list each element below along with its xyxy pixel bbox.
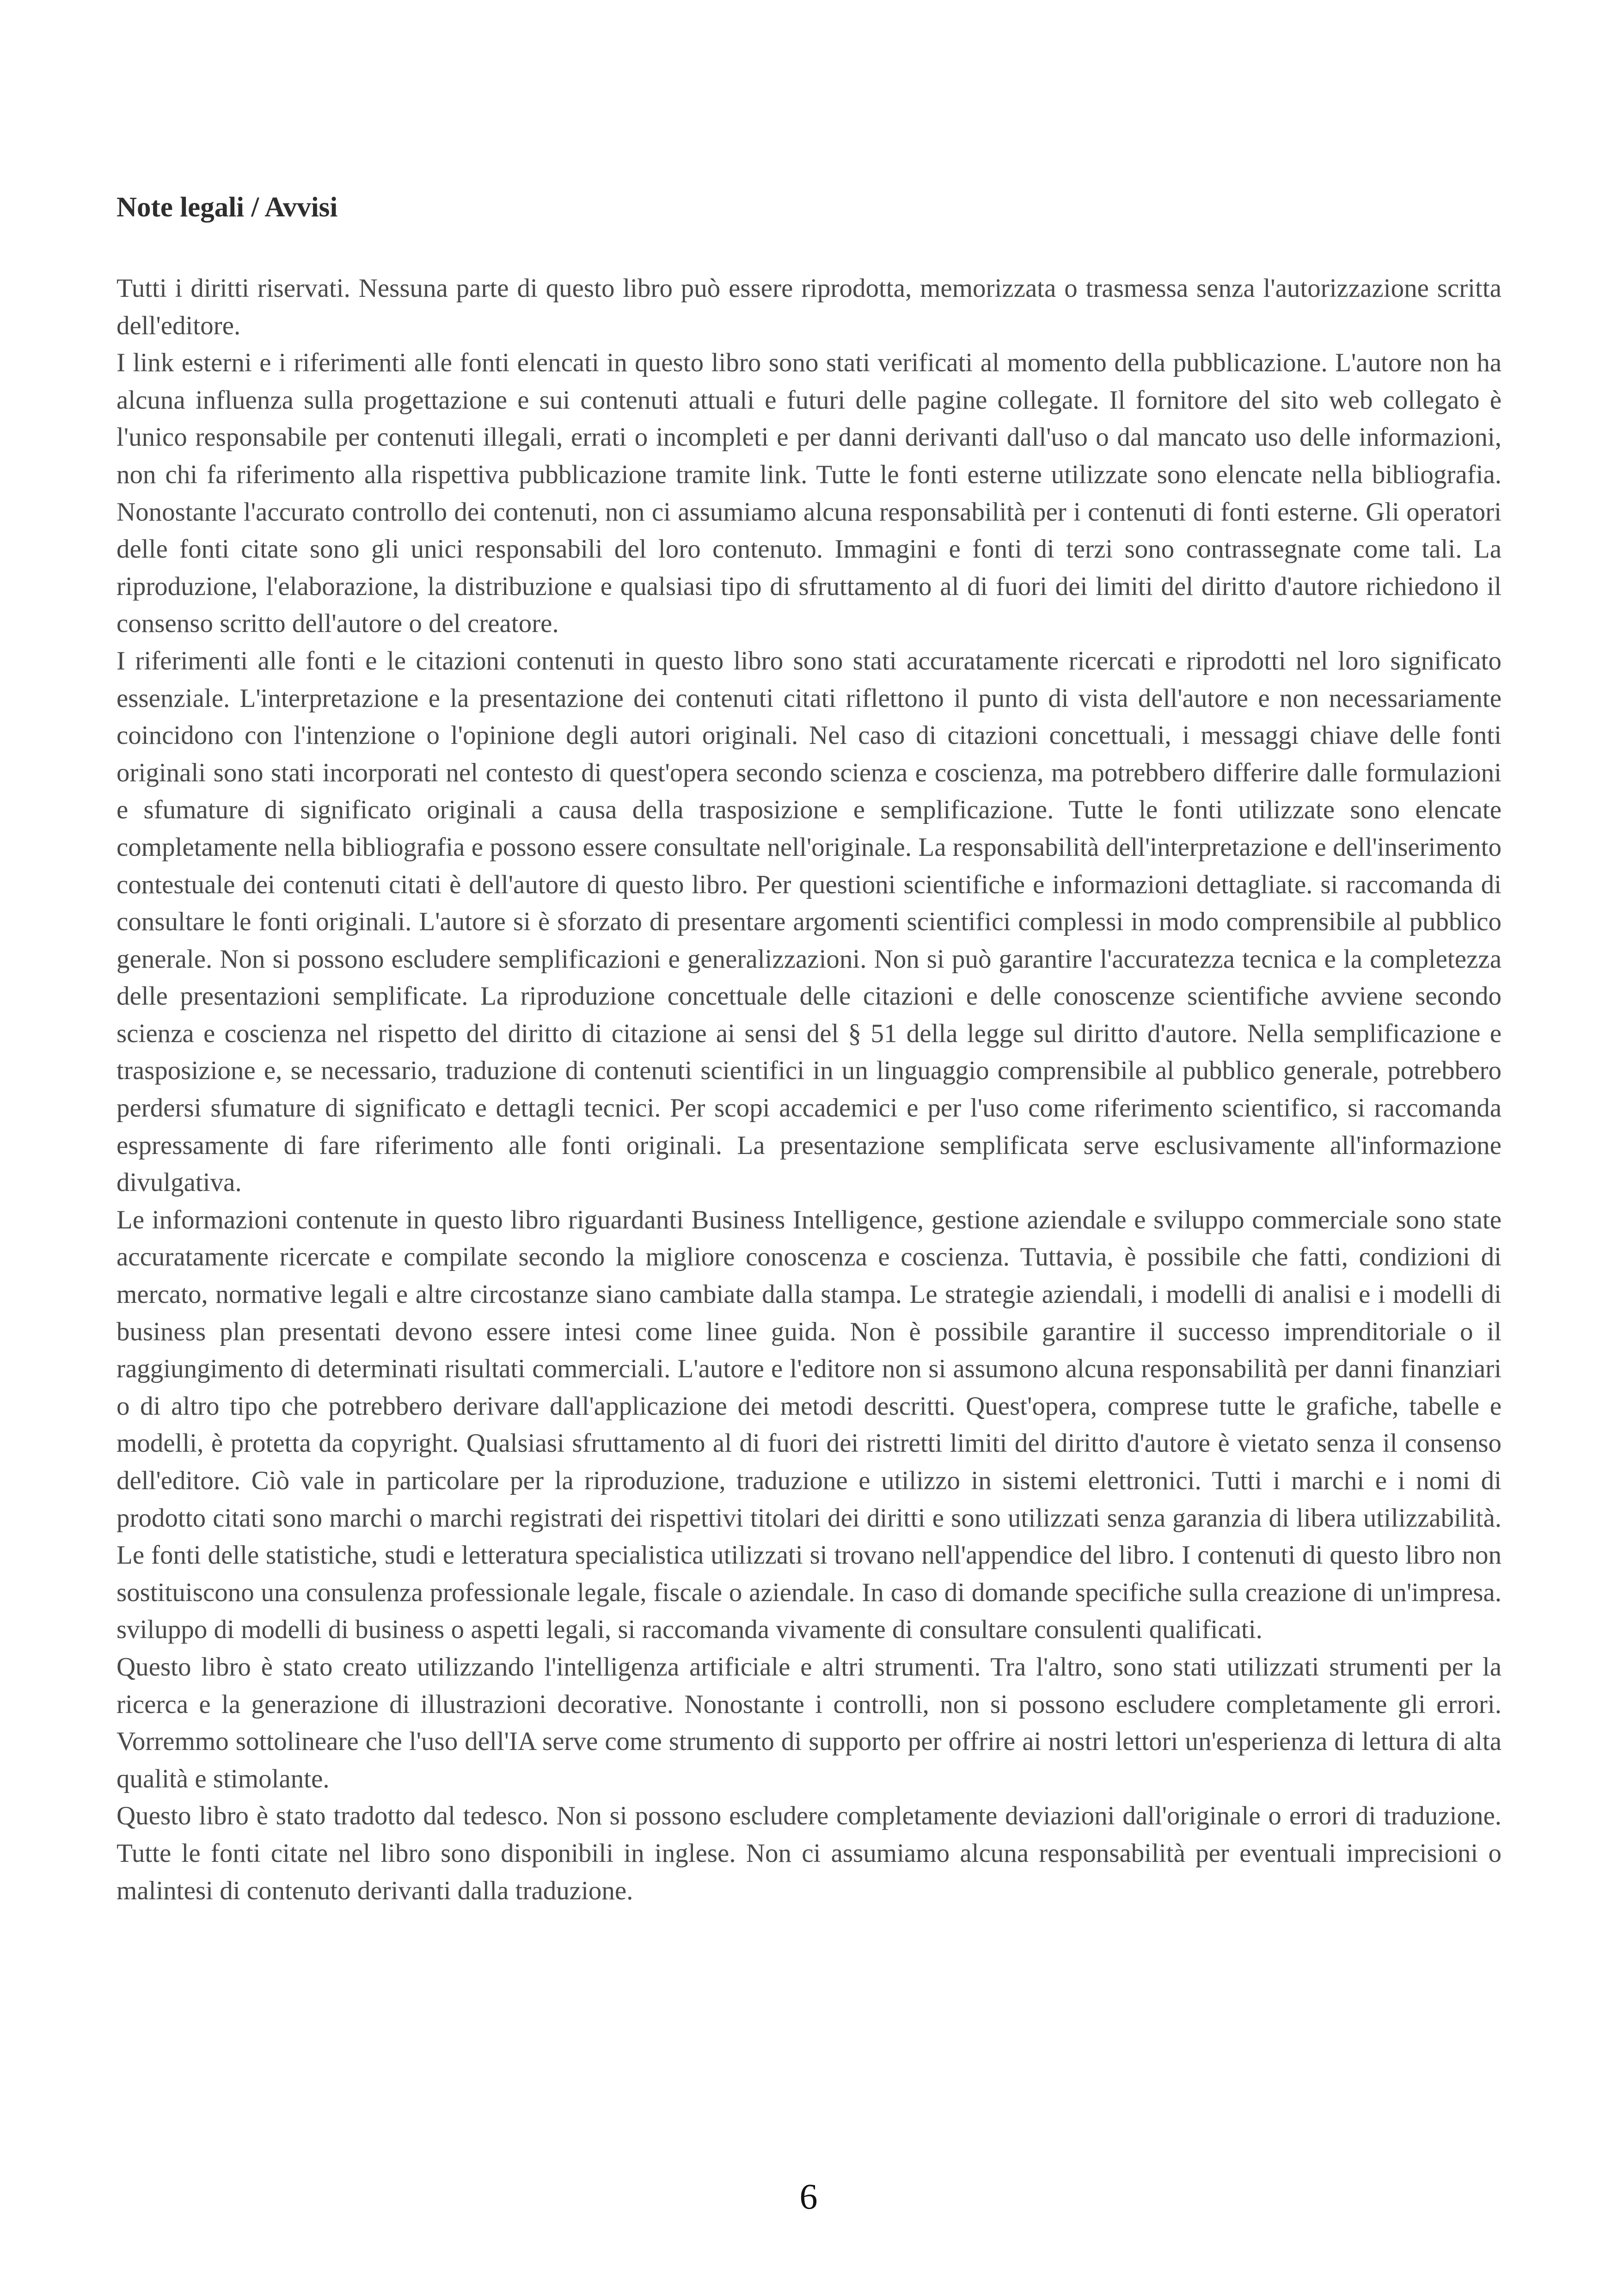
paragraph-rights-reserved: Tutti i diritti riservati. Nessuna parte di questo libro può essere riprodotta, memorizzata o trasmessa senza l'autorizzazione scritta dell'editore. bbox=[116, 274, 1502, 340]
document-page bbox=[116, 0, 1502, 2296]
paragraph-citations: I riferimenti alle fonti e le citazioni contenuti in questo libro sono stati accuratamente ricercati e riprodotti nel loro significato essenziale. L'interpretazione e la presentazione dei contenuti citati riflettono il punto di vista dell'autore e non necessariamente coincidono con l'intenzione o l'opinione degli autori originali. Nel caso di citazioni concettuali, i messaggi chiave delle fonti originali sono stati incorporati nel contesto di quest'opera secondo scienza e coscienza, ma potrebbero differire dalle formulazioni e sfumature di significato originali a causa della trasposizione e semplificazione. Tutte le fonti utilizzate sono elencate completamente nella bibliografia e possono essere consultate nell'originale. La responsabilità dell'interpretazione e dell'inserimento contestuale dei contenuti citati è dell'autore di questo libro. Per questioni scientifiche e informazioni dettagliate. si raccomanda di consultare le fonti originali. L'autore si è sforzato di presentare argomenti scientifici complessi in modo comprensibile al pubblico generale. Non si possono escludere semplificazioni e generalizzazioni. Non si può garantire l'accuratezza tecnica e la completezza delle presentazioni semplificate. La riproduzione concettuale delle citazioni e delle conoscenze scientifiche avviene secondo scienza e coscienza nel rispetto del diritto di citazione ai sensi del § 51 della legge sul diritto d'autore. Nella semplificazione e trasposizione e, se necessario, traduzione di contenuti scientifici in un linguaggio comprensibile al pubblico generale, potrebbero perdersi sfumature di significato e dettagli tecnici. Per scopi accademici e per l'uso come riferimento scientifico, si raccomanda espressamente di fare riferimento alle fonti originali. La presentazione semplificata serve esclusivamente all'informazione divulgativa. bbox=[116, 646, 1502, 1197]
page-number: 6 bbox=[799, 2176, 818, 2216]
body-text bbox=[116, 270, 1502, 1909]
paragraph-ai-usage: Questo libro è stato creato utilizzando l'intelligenza artificiale e altri strumenti. Tra l'altro, sono stati utilizzati strumenti per la ricerca e la generazione di illustrazioni decorative. Nonostante i controlli, non si possono escludere completamente gli errori. Vorremmo sottolineare che l'uso dell'IA serve come strumento di supporto per offrire ai nostri lettori un'esperienza di lettura di alta qualità e stimolante. bbox=[116, 1652, 1502, 1793]
section-heading: Note legali / Avvisi bbox=[116, 192, 338, 223]
paragraph-translation: Questo libro è stato tradotto dal tedesco. Non si possono escludere completamente deviazioni dall'originale o errori di traduzione. Tutte le fonti citate nel libro sono disponibili in inglese. Non ci assumiamo alcuna responsabilità per eventuali imprecisioni o malintesi di contenuto derivanti dalla traduzione. bbox=[116, 1801, 1502, 1905]
paragraph-external-links: I link esterni e i riferimenti alle fonti elencati in questo libro sono stati verificati al momento della pubblicazione. L'autore non ha alcuna influenza sulla progettazione e sui contenuti attuali e futuri delle pagine collegate. Il fornitore del sito web collegato è l'unico responsabile per contenuti illegali, errati o incompleti e per danni derivanti dall'uso o dal mancato uso delle informazioni, non chi fa riferimento alla rispettiva pubblicazione tramite link. Tutte le fonti esterne utilizzate sono elencate nella bibliografia. Nonostante l'accurato controllo dei contenuti, non ci assumiamo alcuna responsabilità per i contenuti di fonti esterne. Gli operatori delle fonti citate sono gli unici responsabili del loro contenuto. Immagini e fonti di terzi sono contrassegnate come tali. La riproduzione, l'elaborazione, la distribuzione e qualsiasi tipo di sfruttamento al di fuori dei limiti del diritto d'autore richiedono il consenso scritto dell'autore o del creatore. bbox=[116, 348, 1502, 638]
paragraph-business-information: Le informazioni contenute in questo libro riguardanti Business Intelligence, gestione aziendale e sviluppo commerciale sono state accuratamente ricercate e compilate secondo la migliore conoscenza e coscienza. Tuttavia, è possibile che fatti, condizioni di mercato, normative legali e altre circostanze siano cambiate dalla stampa. Le strategie aziendali, i modelli di analisi e i modelli di business plan presentati devono essere intesi come linee guida. Non è possibile garantire il successo imprenditoriale o il raggiungimento di determinati risultati commerciali. L'autore e l'editore non si assumono alcuna responsabilità per danni finanziari o di altro tipo che potrebbero derivare dall'applicazione dei metodi descritti. Quest'opera, comprese tutte le grafiche, tabelle e modelli, è protetta da copyright. Qualsiasi sfruttamento al di fuori dei ristretti limiti del diritto d'autore è vietato senza il consenso dell'editore. Ciò vale in particolare per la riproduzione, traduzione e utilizzo in sistemi elettronici. Tutti i marchi e i nomi di prodotto citati sono marchi o marchi registrati dei rispettivi titolari dei diritti e sono utilizzati senza garanzia di libera utilizzabilità. Le fonti delle statistiche, studi e letteratura specialistica utilizzati si trovano nell'appendice del libro. I contenuti di questo libro non sostituiscono una consulenza professionale legale, fiscale o aziendale. In caso di domande specifiche sulla creazione di un'impresa. sviluppo di modelli di business o aspetti legali, si raccomanda vivamente di consultare consulenti qualificati. bbox=[116, 1205, 1502, 1645]
